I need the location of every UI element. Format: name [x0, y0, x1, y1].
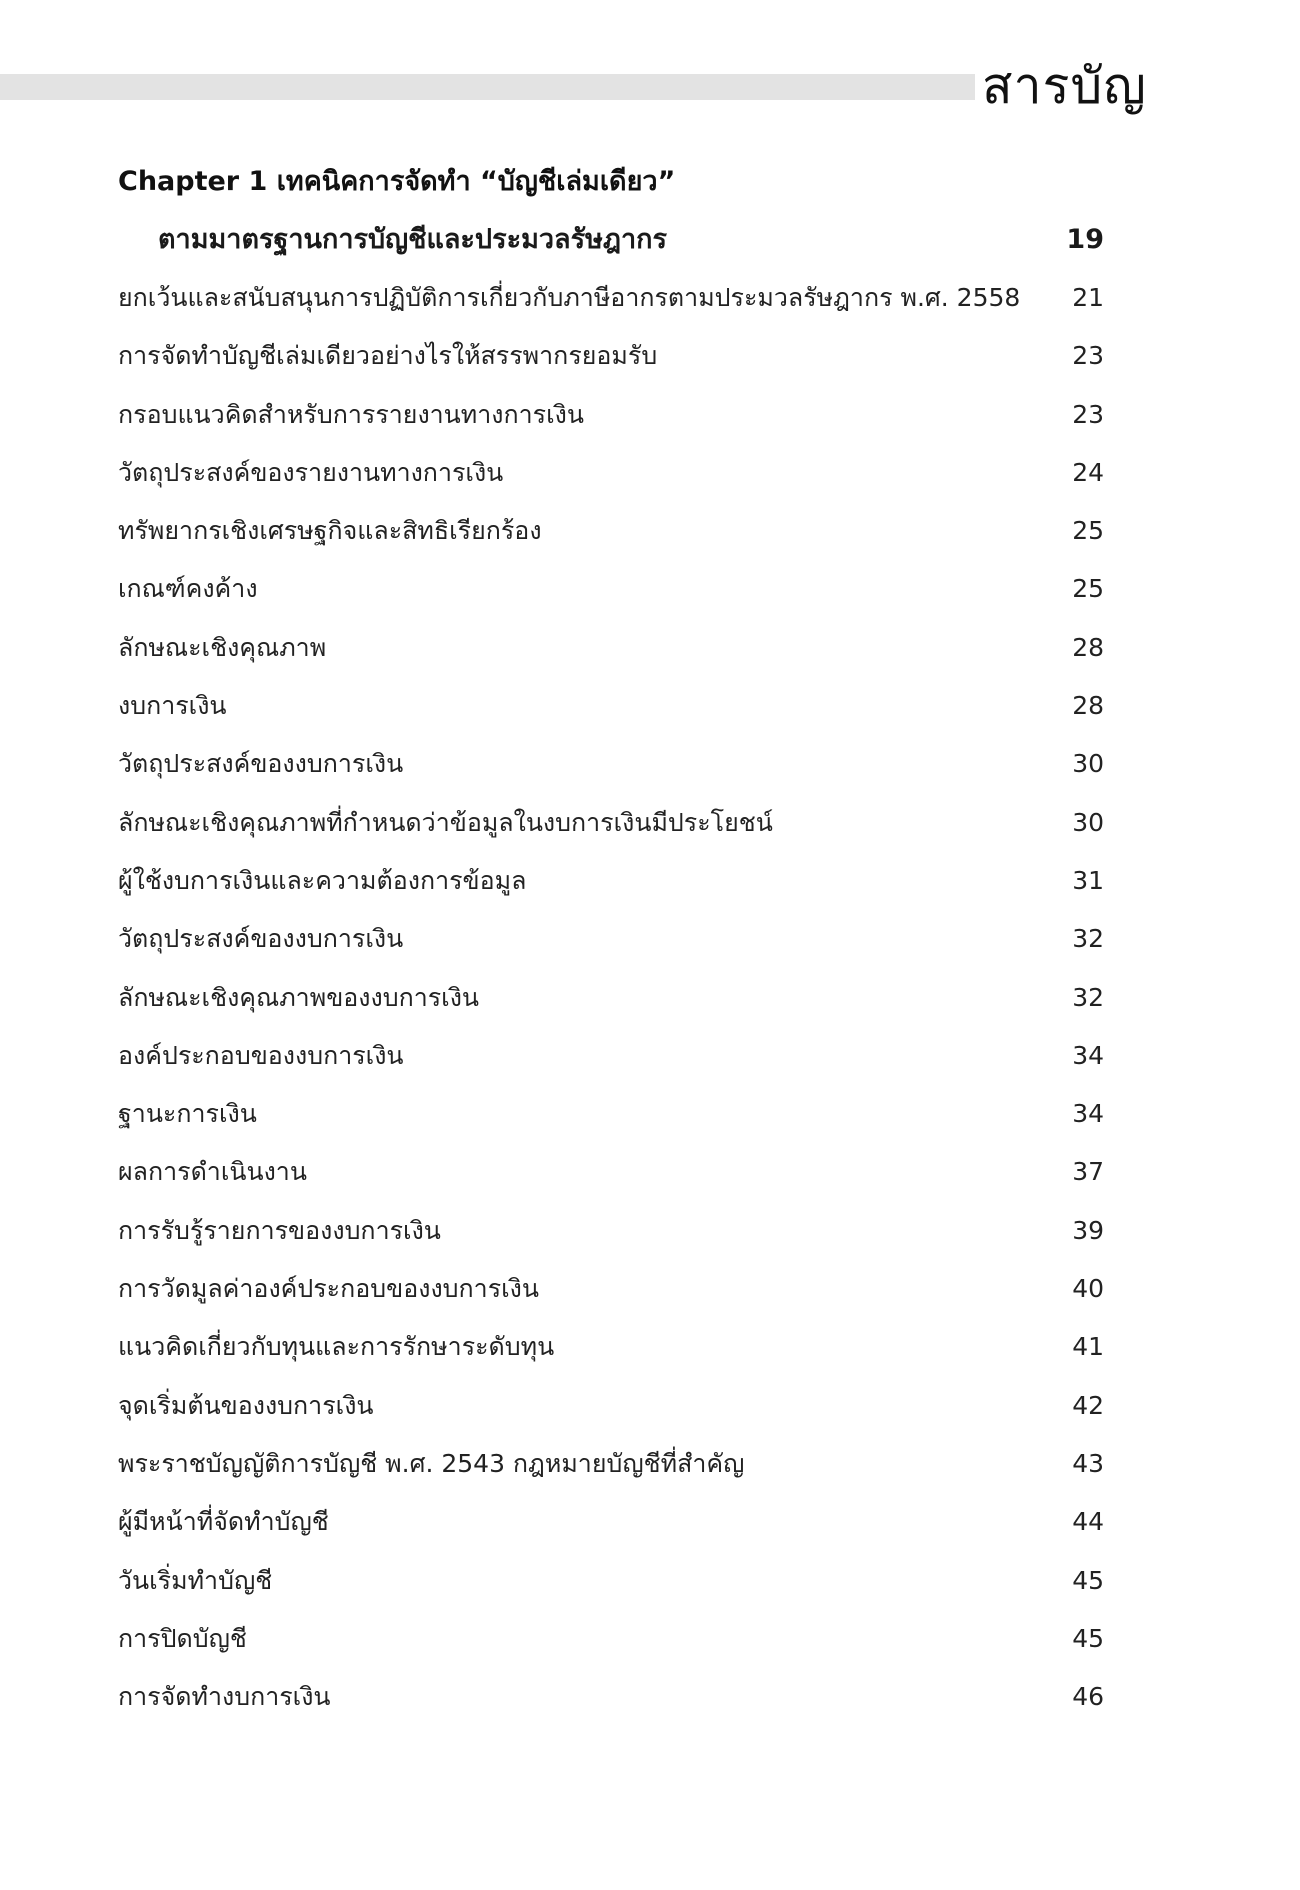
toc-entry-title: วัตถุประสงค์ของงบการเงิน [118, 924, 404, 954]
toc-entry-title: การปิดบัญชี [118, 1623, 247, 1653]
toc-entry-title: ยกเว้นและสนับสนุนการปฏิบัติการเกี่ยวกับภาษีอากรตามประมวลรัษฎากร พ.ศ. 2558 [118, 283, 1021, 312]
toc-entry-page: 23 [1072, 399, 1104, 429]
toc-entry[interactable] [118, 1442, 1104, 1500]
toc-entry-title: จุดเริ่มต้นของงบการเงิน [118, 1390, 374, 1420]
toc-entry-title: การจัดทำบัญชีเล่มเดียวอย่างไรให้สรรพากรยอมรับ [118, 341, 658, 371]
toc-entry-page: 34 [1072, 1040, 1104, 1070]
toc-entry[interactable] [118, 1500, 1104, 1558]
toc-entry[interactable] [118, 859, 1104, 917]
toc-entry-title: เกณฑ์คงค้าง [118, 574, 258, 604]
toc-entry-page: 32 [1072, 982, 1104, 1012]
toc-entry-page: 46 [1072, 1682, 1104, 1712]
toc-entry-title: ผู้มีหน้าที่จัดทำบัญชี [118, 1507, 329, 1537]
toc-entry[interactable] [118, 917, 1104, 975]
toc-entry-title: ทรัพยากรเชิงเศรษฐกิจและสิทธิเรียกร้อง [118, 516, 542, 546]
toc-entry-title: การรับรู้รายการของงบการเงิน [118, 1215, 441, 1245]
toc-entry-title: องค์ประกอบของงบการเงิน [118, 1040, 404, 1070]
toc-entry[interactable] [118, 1092, 1104, 1150]
toc-entry-page: 23 [1072, 341, 1104, 371]
chapter-page-number: 19 [1066, 224, 1104, 255]
toc-entry[interactable] [118, 1150, 1104, 1208]
toc-entry[interactable] [118, 742, 1104, 800]
toc-entry[interactable] [118, 1559, 1104, 1617]
toc-entry-page: 31 [1072, 865, 1104, 895]
toc-entry-title: ลักษณะเชิงคุณภาพที่กำหนดว่าข้อมูลในงบการเงินมีประโยชน์ [118, 807, 773, 837]
toc-entry-page: 32 [1072, 924, 1104, 954]
toc-entry-page: 28 [1072, 632, 1104, 662]
toc-entry-page: 21 [1072, 283, 1104, 312]
header-bar [0, 74, 975, 100]
toc-entry-title: ฐานะการเงิน [118, 1099, 257, 1129]
chapter-subtitle-row[interactable] [158, 218, 1104, 262]
toc-entry[interactable] [118, 276, 1104, 334]
toc-entry-page: 24 [1072, 457, 1104, 487]
toc-entry-page: 30 [1072, 749, 1104, 779]
toc-entry-page: 45 [1072, 1565, 1104, 1595]
toc-entry[interactable] [118, 1325, 1104, 1383]
toc-entry[interactable] [118, 393, 1104, 451]
toc-entry-page: 40 [1072, 1274, 1104, 1304]
toc-list [118, 276, 1104, 1733]
toc-entry[interactable] [118, 976, 1104, 1034]
toc-entry-title: ลักษณะเชิงคุณภาพ [118, 632, 327, 662]
toc-entry-title: งบการเงิน [118, 691, 227, 721]
toc-entry-title: ผลการดำเนินงาน [118, 1157, 307, 1187]
toc-entry[interactable] [118, 1034, 1104, 1092]
page-title: สารบัญ [982, 57, 1147, 115]
toc-entry[interactable] [118, 801, 1104, 859]
toc-entry-title: พระราชบัญญัติการบัญชี พ.ศ. 2543 กฎหมายบัญชีที่สำคัญ [118, 1448, 745, 1478]
toc-entry-page: 25 [1072, 574, 1104, 604]
toc-entry-title: ผู้ใช้งบการเงินและความต้องการข้อมูล [118, 865, 527, 895]
toc-entry-title: ลักษณะเชิงคุณภาพของงบการเงิน [118, 982, 480, 1012]
chapter-subtitle: ตามมาตรฐานการบัญชีและประมวลรัษฎากร [158, 224, 668, 255]
toc-entry[interactable] [118, 626, 1104, 684]
toc-entry-title: การวัดมูลค่าองค์ประกอบของงบการเงิน [118, 1274, 539, 1304]
toc-entry-page: 30 [1072, 807, 1104, 837]
toc-entry[interactable] [118, 1675, 1104, 1733]
toc-entry-page: 25 [1072, 516, 1104, 546]
chapter-heading: Chapter 1 เทคนิคการจัดทำ “บัญชีเล่มเดียว” [118, 166, 676, 197]
toc-entry-title: กรอบแนวคิดสำหรับการรายงานทางการเงิน [118, 399, 584, 429]
toc-entry[interactable] [118, 684, 1104, 742]
toc-entry-title: การจัดทำงบการเงิน [118, 1682, 331, 1712]
toc-entry-page: 39 [1072, 1215, 1104, 1245]
toc-entry-page: 42 [1072, 1390, 1104, 1420]
toc-entry[interactable] [118, 567, 1104, 625]
toc-entry[interactable] [118, 1209, 1104, 1267]
toc-entry-page: 41 [1072, 1332, 1104, 1362]
toc-entry[interactable] [118, 1617, 1104, 1675]
toc-entry[interactable] [118, 1267, 1104, 1325]
toc-entry[interactable] [118, 509, 1104, 567]
toc-entry-title: วันเริ่มทำบัญชี [118, 1565, 273, 1595]
toc-entry-page: 45 [1072, 1623, 1104, 1653]
toc-entry-page: 37 [1072, 1157, 1104, 1187]
toc-entry-title: วัตถุประสงค์ของงบการเงิน [118, 749, 404, 779]
toc-entry[interactable] [118, 334, 1104, 392]
toc-entry[interactable] [118, 451, 1104, 509]
toc-entry[interactable] [118, 1384, 1104, 1442]
toc-entry-page: 34 [1072, 1099, 1104, 1129]
toc-entry-title: วัตถุประสงค์ของรายงานทางการเงิน [118, 457, 504, 487]
toc-entry-page: 28 [1072, 691, 1104, 721]
toc-entry-page: 44 [1072, 1507, 1104, 1537]
toc-entry-title: แนวคิดเกี่ยวกับทุนและการรักษาระดับทุน [118, 1332, 555, 1362]
toc-entry-page: 43 [1072, 1448, 1104, 1478]
